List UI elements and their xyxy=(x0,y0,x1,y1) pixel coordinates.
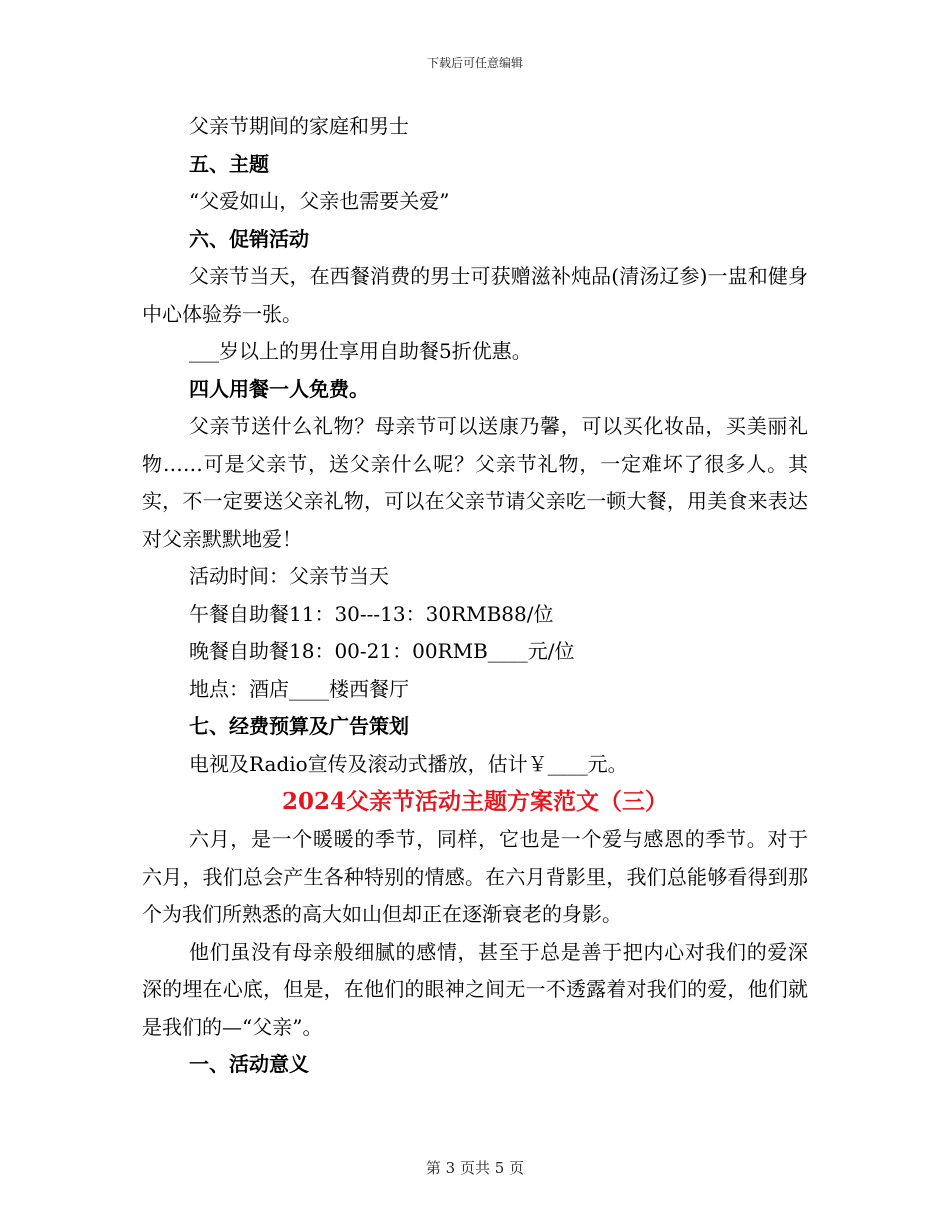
paragraph-location: 地点：酒店____楼西餐厅 xyxy=(189,676,409,701)
paragraph-dinner-buffet: 晚餐自助餐18：00-21：00RMB____元/位 xyxy=(189,639,575,663)
paragraph-father-love: 他们虽没有母亲般细腻的感情，甚至于总是善于把内心对我们的爱深深的埋在心底，但是，在他们的眼神之间无一不透露着对我们的爱，他们就是我们的—“父亲”。 xyxy=(142,939,808,1039)
paragraph-june-intro: 六月，是一个暖暖的季节，同样，它也是一个爱与感恩的季节。对于六月，我们总会产生各种特别的情感。在六月背影里，我们总能够看得到那个为我们所熟悉的高大如山但却正在逐渐衰老的身影。 xyxy=(142,827,808,926)
heading-promotion: 六、促销活动 xyxy=(189,226,309,251)
paragraph-budget: 电视及Radio宣传及滚动式播放，估计￥____元。 xyxy=(189,751,628,776)
document-body xyxy=(142,108,808,1084)
paragraph-gift-idea: 父亲节送什么礼物？母亲节可以送康乃馨，可以买化妆品，买美丽礼物……可是父亲节，送父亲什么呢？父亲节礼物，一定难坏了很多人。其实，不一定要送父亲礼物，可以在父亲节请父亲吃一顿大餐，用美食来表达对父亲默默地爱！ xyxy=(142,414,808,551)
paragraph-promotion-discount: ___岁以上的男仕享用自助餐5折优惠。 xyxy=(189,339,532,363)
paragraph-activity-time: 活动时间：父亲节当天 xyxy=(189,564,389,588)
heading-four-dine-one-free: 四人用餐一人免费。 xyxy=(189,376,369,401)
heading-activity-meaning: 一、活动意义 xyxy=(189,1052,309,1076)
paragraph-promotion-gift: 父亲节当天，在西餐消费的男士可获赠滋补炖品(清汤辽参)一盅和健身中心体验券一张。 xyxy=(142,264,808,326)
paragraph-lunch-buffet: 午餐自助餐11：30---13：30RMB88/位 xyxy=(189,601,554,626)
heading-budget: 七、经费预算及广告策划 xyxy=(189,714,409,738)
section-title: 2024父亲节活动主题方案范文（三） xyxy=(281,788,668,815)
paragraph-theme-slogan: “父爱如山，父亲也需要关爱” xyxy=(189,189,450,213)
paragraph-target-audience: 父亲节期间的家庭和男士 xyxy=(189,114,409,138)
heading-theme: 五、主题 xyxy=(189,151,269,176)
page-header: 下载后可任意编辑 xyxy=(426,56,523,70)
page-footer: 第 3 页共 5 页 xyxy=(425,1159,525,1177)
